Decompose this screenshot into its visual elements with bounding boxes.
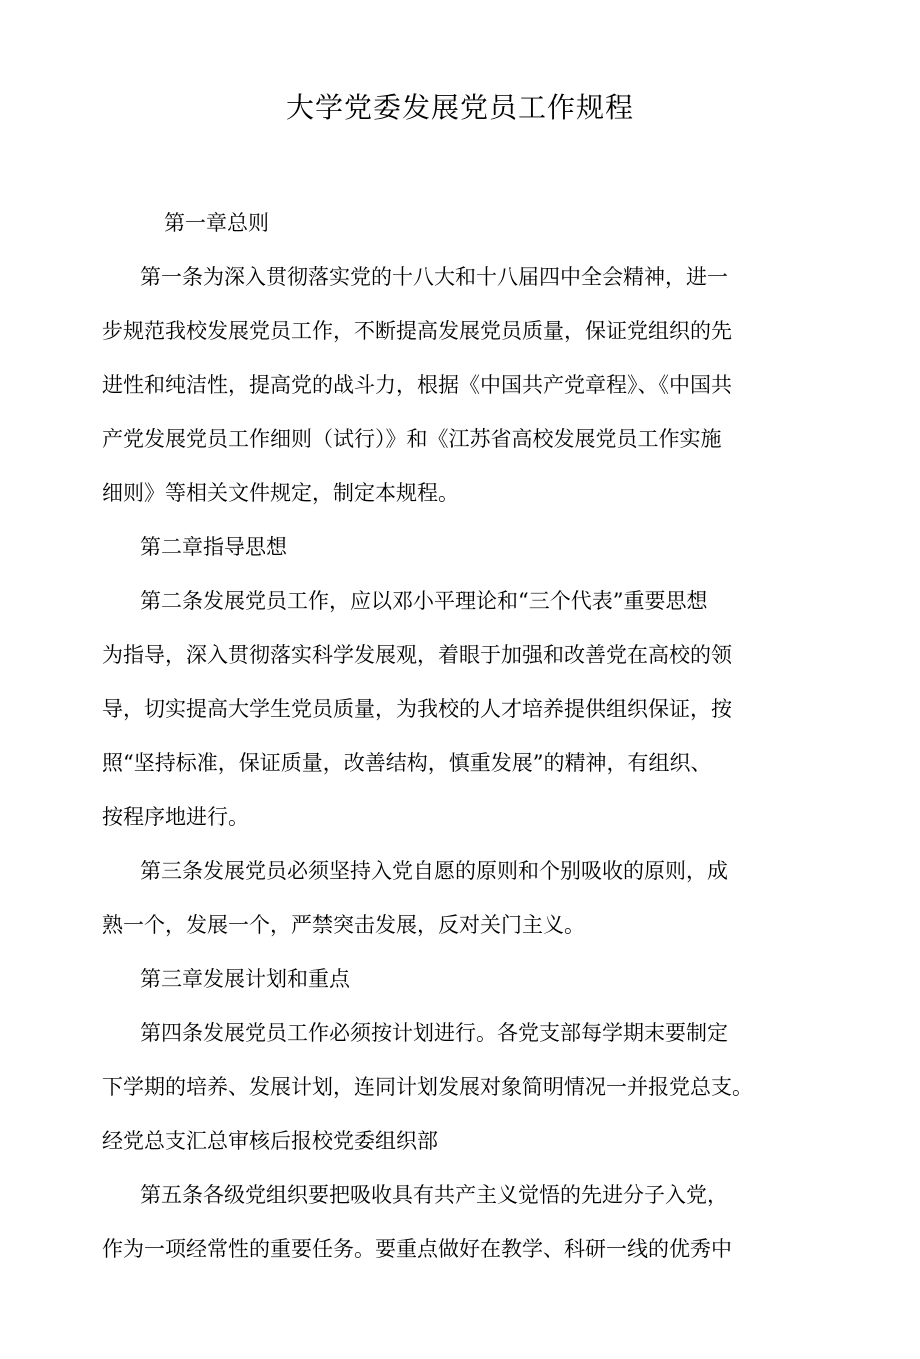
paragraph-line: 为指导，深入贯彻落实科学发展观，着眼于加强和改善党在高校的领	[102, 643, 732, 667]
paragraph-line: 细则》等相关文件规定，制定本规程。	[102, 481, 459, 505]
paragraph-line: 第三条发展党员必须坚持入党自愿的原则和个别吸收的原则，成	[140, 859, 728, 883]
paragraph-line: 第二条发展党员工作，应以邓小平理论和“三个代表”重要思想	[140, 589, 708, 613]
paragraph-line: 熟一个，发展一个，严禁突击发展，反对关门主义。	[102, 913, 585, 937]
paragraph-line: 第五条各级党组织要把吸收具有共产主义觉悟的先进分子入党，	[140, 1183, 728, 1207]
paragraph-line: 进性和纯洁性，提高党的战斗力，根据《中国共产党章程》、《中国共	[102, 373, 732, 397]
paragraph-line: 步规范我校发展党员工作，不断提高发展党员质量，保证党组织的先	[102, 319, 732, 343]
paragraph-line: 第四条发展党员工作必须按计划进行。各党支部每学期末要制定	[140, 1021, 728, 1045]
paragraph-line: 导，切实提高大学生党员质量，为我校的人才培养提供组织保证，按	[102, 697, 732, 721]
paragraph-line: 按程序地进行。	[102, 805, 249, 829]
document-body	[102, 196, 802, 1276]
paragraph-line: 照“坚持标准，保证质量，改善结构，慎重发展”的精神，有组织、	[102, 751, 712, 775]
paragraph-line: 作为一项经常性的重要任务。要重点做好在教学、科研一线的优秀中	[102, 1237, 732, 1261]
paragraph-line: 经党总支汇总审核后报校党委组织部	[102, 1129, 438, 1153]
chapter-heading-3: 第三章发展计划和重点	[140, 967, 350, 991]
chapter-heading-2: 第二章指导思想	[140, 535, 287, 559]
paragraph-line: 产党发展党员工作细则（试行）》和《江苏省高校发展党员工作实施	[102, 427, 722, 451]
paragraph-line: 下学期的培养、发展计划，连同计划发展对象简明情况一并报党总支。	[102, 1075, 753, 1099]
paragraph-line: 第一条为深入贯彻落实党的十八大和十八届四中全会精神，进一	[140, 265, 728, 289]
document-title: 大学党委发展党员工作规程	[285, 91, 634, 124]
chapter-heading-1: 第一章总则	[164, 211, 269, 235]
